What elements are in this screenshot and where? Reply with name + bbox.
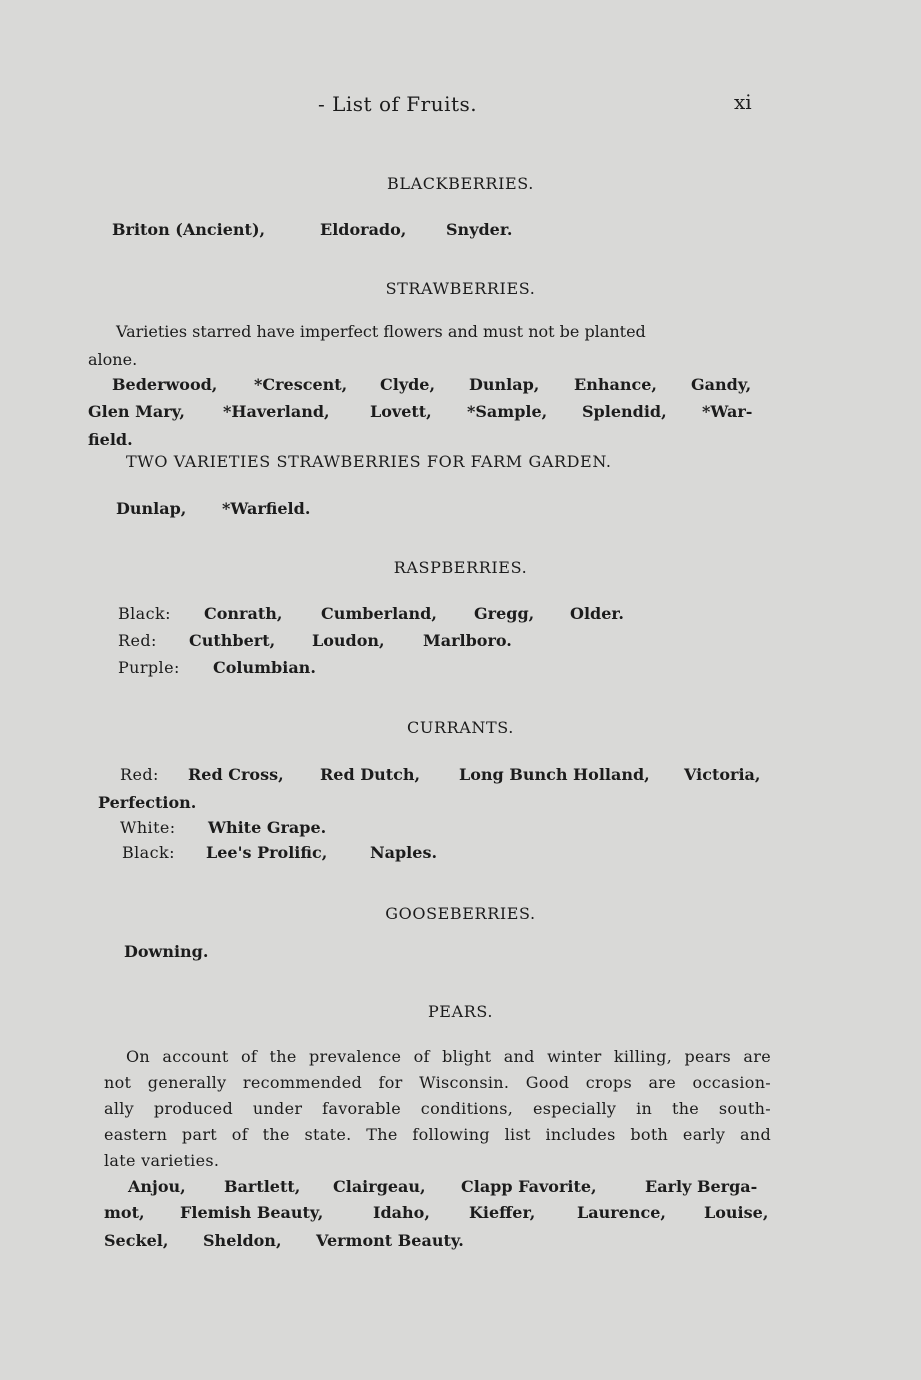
variety: Kieffer, <box>469 1203 536 1222</box>
pears-heading: PEARS. <box>427 1002 494 1021</box>
strawberries-row-3: field. <box>88 430 133 449</box>
currants-heading: CURRANTS. <box>407 718 514 737</box>
color-label: Black: <box>122 843 175 862</box>
variety: Loudon, <box>312 631 385 650</box>
paragraph-line: On account of the prevalence of blight and winter killing, pears are <box>126 1047 771 1066</box>
variety: Flemish Beauty, <box>180 1203 324 1222</box>
pears-paragraph <box>0 1044 921 1174</box>
variety: Snyder. <box>446 220 513 239</box>
variety: Gregg, <box>474 604 535 623</box>
variety: Clairgeau, <box>333 1177 426 1196</box>
variety: *Haverland, <box>223 402 330 421</box>
running-header: - List of Fruits. <box>318 92 478 116</box>
variety: Idaho, <box>373 1203 430 1222</box>
strawberries-note-line: alone. <box>88 350 138 369</box>
variety: White Grape. <box>208 818 327 837</box>
variety: Laurence, <box>577 1203 666 1222</box>
variety: Columbian. <box>213 658 316 677</box>
variety: *Crescent, <box>254 375 348 394</box>
color-label: Red: <box>118 631 157 650</box>
variety: Splendid, <box>582 402 667 421</box>
strawberries-note-line: Varieties starred have imperfect flowers and must not be planted <box>116 322 646 341</box>
blackberries-heading: BLACKBERRIES. <box>387 174 534 193</box>
paragraph-line: ally produced under favorable conditions, especially in the south- <box>104 1099 771 1118</box>
paragraph-line: not generally recommended for Wisconsin. Good crops are occasion- <box>104 1073 771 1092</box>
variety: Lovett, <box>370 402 432 421</box>
variety: *War- <box>702 402 753 421</box>
variety: Bederwood, <box>112 375 218 394</box>
variety: Marlboro. <box>423 631 512 650</box>
variety: Briton (Ancient), <box>112 220 266 239</box>
variety: Eldorado, <box>320 220 407 239</box>
variety: Vermont Beauty. <box>316 1231 464 1250</box>
variety: *Sample, <box>467 402 548 421</box>
variety: Victoria, <box>684 765 761 784</box>
variety: Dunlap, <box>116 499 187 518</box>
variety: Sheldon, <box>203 1231 282 1250</box>
variety: mot, <box>104 1203 145 1222</box>
variety: Clapp Favorite, <box>461 1177 597 1196</box>
variety: Conrath, <box>204 604 283 623</box>
variety: Lee's Prolific, <box>206 843 328 862</box>
variety: Glen Mary, <box>88 402 185 421</box>
color-label: White: <box>120 818 176 837</box>
color-label: Black: <box>118 604 171 623</box>
color-label: Purple: <box>118 658 180 677</box>
color-label: Red: <box>120 765 159 784</box>
variety: Dunlap, <box>469 375 540 394</box>
gooseberries-heading: GOOSEBERRIES. <box>385 904 536 923</box>
variety: Red Cross, <box>188 765 284 784</box>
variety: Cumberland, <box>321 604 437 623</box>
variety: Long Bunch Holland, <box>459 765 650 784</box>
variety: Anjou, <box>128 1177 186 1196</box>
variety: Louise, <box>704 1203 769 1222</box>
variety: Bartlett, <box>224 1177 301 1196</box>
variety: Enhance, <box>574 375 657 394</box>
paragraph-line: eastern part of the state. The following list includes both early and <box>104 1125 771 1144</box>
variety: *Warfield. <box>222 499 311 518</box>
variety: Early Berga- <box>645 1177 758 1196</box>
variety: Red Dutch, <box>320 765 421 784</box>
farm-garden-heading: TWO VARIETIES STRAWBERRIES FOR FARM GARDEN. <box>126 452 612 471</box>
variety: Seckel, <box>104 1231 169 1250</box>
variety: Clyde, <box>380 375 436 394</box>
gooseberries-list: Downing. <box>124 942 209 961</box>
raspberries-heading: RASPBERRIES. <box>393 558 528 577</box>
variety: Gandy, <box>691 375 752 394</box>
page-number: xi <box>734 90 752 114</box>
strawberries-heading: STRAWBERRIES. <box>385 279 536 298</box>
variety: Cuthbert, <box>189 631 276 650</box>
currants-red-continued: Perfection. <box>98 793 197 812</box>
variety: Older. <box>570 604 624 623</box>
variety: Naples. <box>370 843 438 862</box>
paragraph-line: late varieties. <box>104 1151 220 1170</box>
